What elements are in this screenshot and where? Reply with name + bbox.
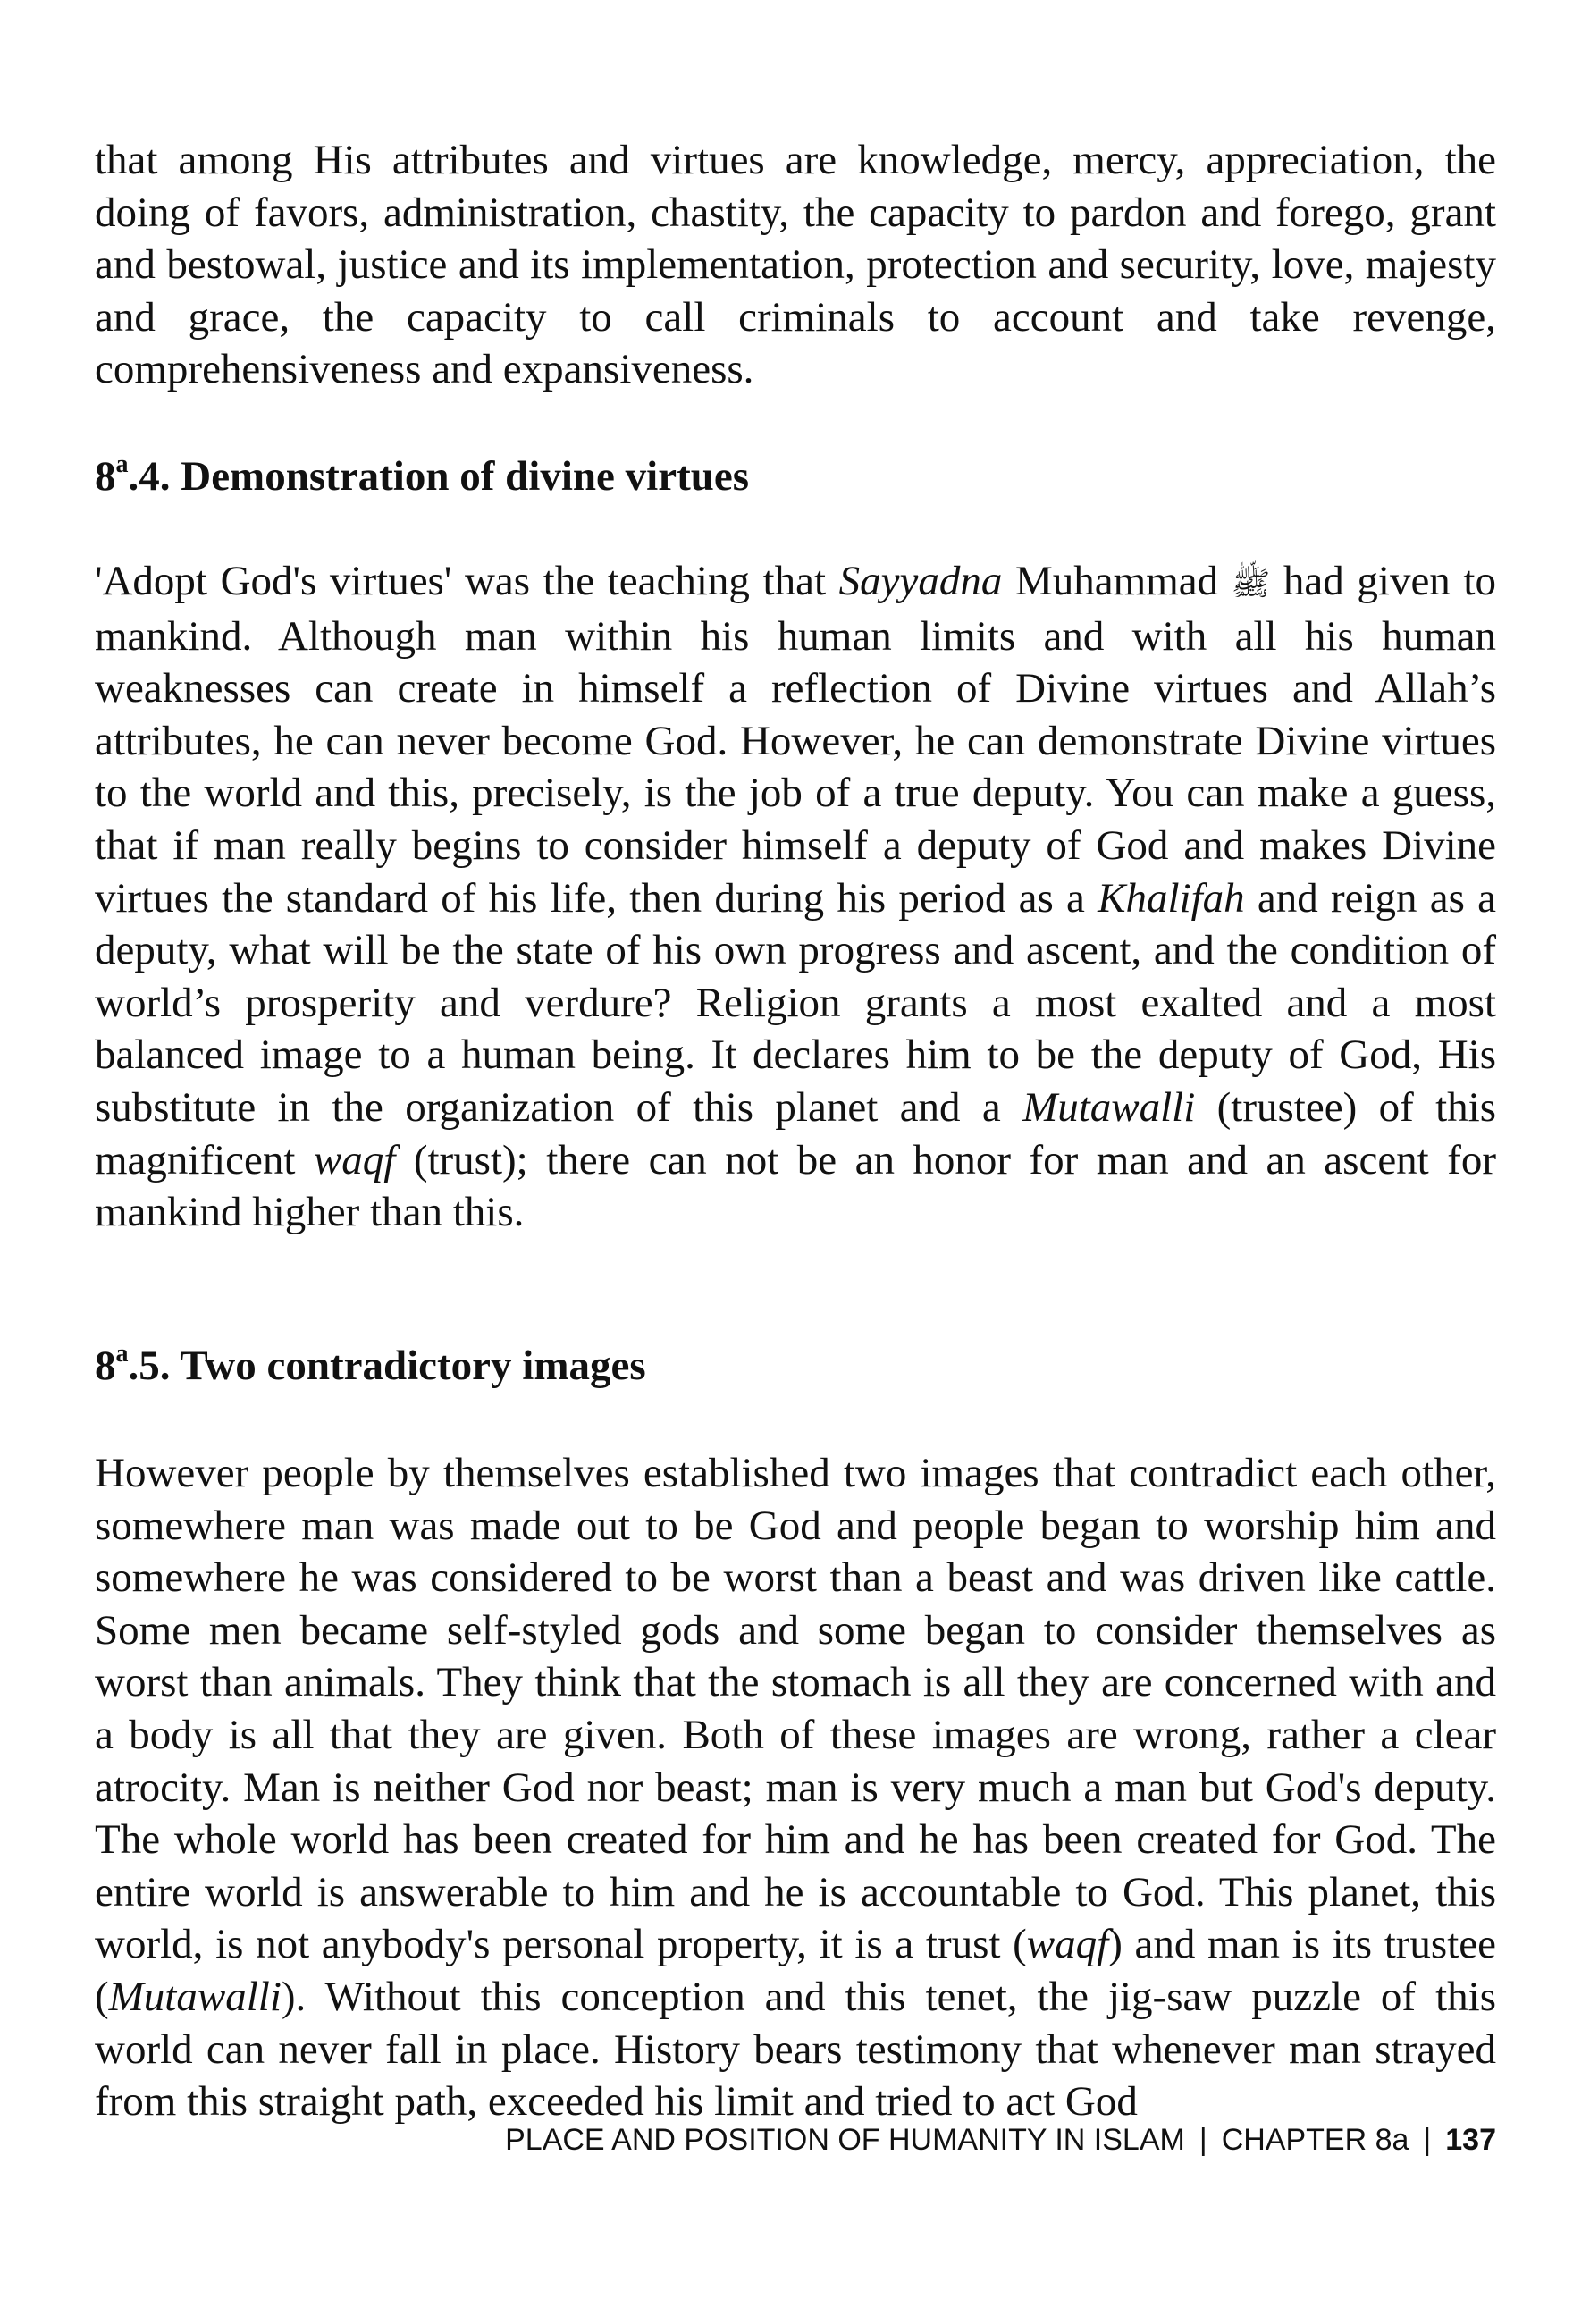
- section-title: Two contradictory images: [180, 1343, 646, 1389]
- italic-term: Mutawalli: [1022, 1083, 1196, 1131]
- footer-separator: |: [1199, 2123, 1207, 2157]
- text-run: (trustee) of this magnificent: [95, 1083, 1497, 1183]
- section-suffix: .4.: [128, 453, 171, 500]
- text-run: and reign as a deputy, what will be the state of his own progress and ascent, and the condition of world’s prosperity and verdure? Religion grants a most exalted and a most balanced image to a human being. It declares him to be the deputy of God, His substitute in the organization of this planet and a: [95, 874, 1496, 1131]
- page-footer: [505, 2122, 1496, 2158]
- text-run: ) and man is its trustee (: [95, 1921, 1497, 2020]
- italic-term: Mutawalli: [108, 1973, 282, 2020]
- text-run: Muhammad: [1002, 558, 1232, 604]
- section-heading-8a-5: [95, 1340, 646, 1392]
- italic-term: waqf: [313, 1136, 396, 1183]
- paragraph-divine-virtues: [95, 555, 1496, 1239]
- text-run: (trust); there can not be an honor for man and an ascent for mankind higher than this.: [95, 1136, 1497, 1236]
- italic-term: Khalifah: [1098, 874, 1245, 922]
- text-run: had given to mankind. Although man within his human limits and with all his human weaknesses can create in himself a reflection of Divine virtues and Allah’s attributes, he can never become God. However, he can demonstrate Divine virtues to the world and this, precisely, is the job of a true deputy. You can make a guess, that if man really begins to consider himself a deputy of God and makes Divine virtues the standard of his life, then during his period as a: [95, 558, 1496, 922]
- section-suffix: .5.: [128, 1343, 171, 1389]
- section-number: 8: [95, 453, 116, 500]
- paragraph-attributes: that among His attributes and virtues are knowledge, mercy, appreciation, the doing of favors, administration, chastity, the capacity to pardon and forego, grant and bestowal, justice and its implementation, protection and security, love, majesty and grace, the capacity to call criminals to account and take revenge, comprehensiveness and expansiveness.: [95, 137, 1496, 393]
- footer-separator: |: [1423, 2123, 1432, 2157]
- text-run: ). Without this conception and this tenet, the jig-saw puzzle of this world can never fall in place. History bears testimony that whenever man strayed from this straight path, exceeded his limit and tried to act God: [95, 1973, 1496, 2126]
- footer-page-number: 137: [1445, 2123, 1496, 2157]
- text-run: 'Adopt God's virtues' was the teaching that: [95, 558, 839, 604]
- italic-term: Sayyadna: [838, 558, 1003, 604]
- footer-book-title: PLACE AND POSITION OF HUMANITY IN ISLAM: [505, 2123, 1185, 2157]
- footer-chapter: CHAPTER 8a: [1221, 2123, 1409, 2157]
- section-superscript: a: [115, 1340, 129, 1368]
- section-heading-8a-4: [95, 450, 749, 502]
- salutation-seal: ﷺ: [1231, 566, 1271, 602]
- italic-term: waqf: [1026, 1921, 1109, 1968]
- section-superscript: a: [115, 450, 129, 478]
- section-number: 8: [95, 1343, 116, 1389]
- section-title: Demonstration of divine virtues: [181, 453, 750, 500]
- paragraph-contradictory-images: [95, 1447, 1496, 2128]
- text-run: However people by themselves established two images that contradict each other, somewhere man was made out to be God and people began to worship him and somewhere he was considered to be worst than a beast and was driven like cattle. Some men became self-styled gods and some began to consider themselves as worst than animals. They think that the stomach is all they are concerned with and a body is all that they are given. Both of these images are wrong, rather a clear atrocity. Man is neither God nor beast; man is very much a man but God's deputy. The whole world has been created for him and he has been created for God. The entire world is answerable to him and he is accountable to God. This planet, this world, is not anybody's personal property, it is a trust (: [95, 1450, 1496, 1968]
